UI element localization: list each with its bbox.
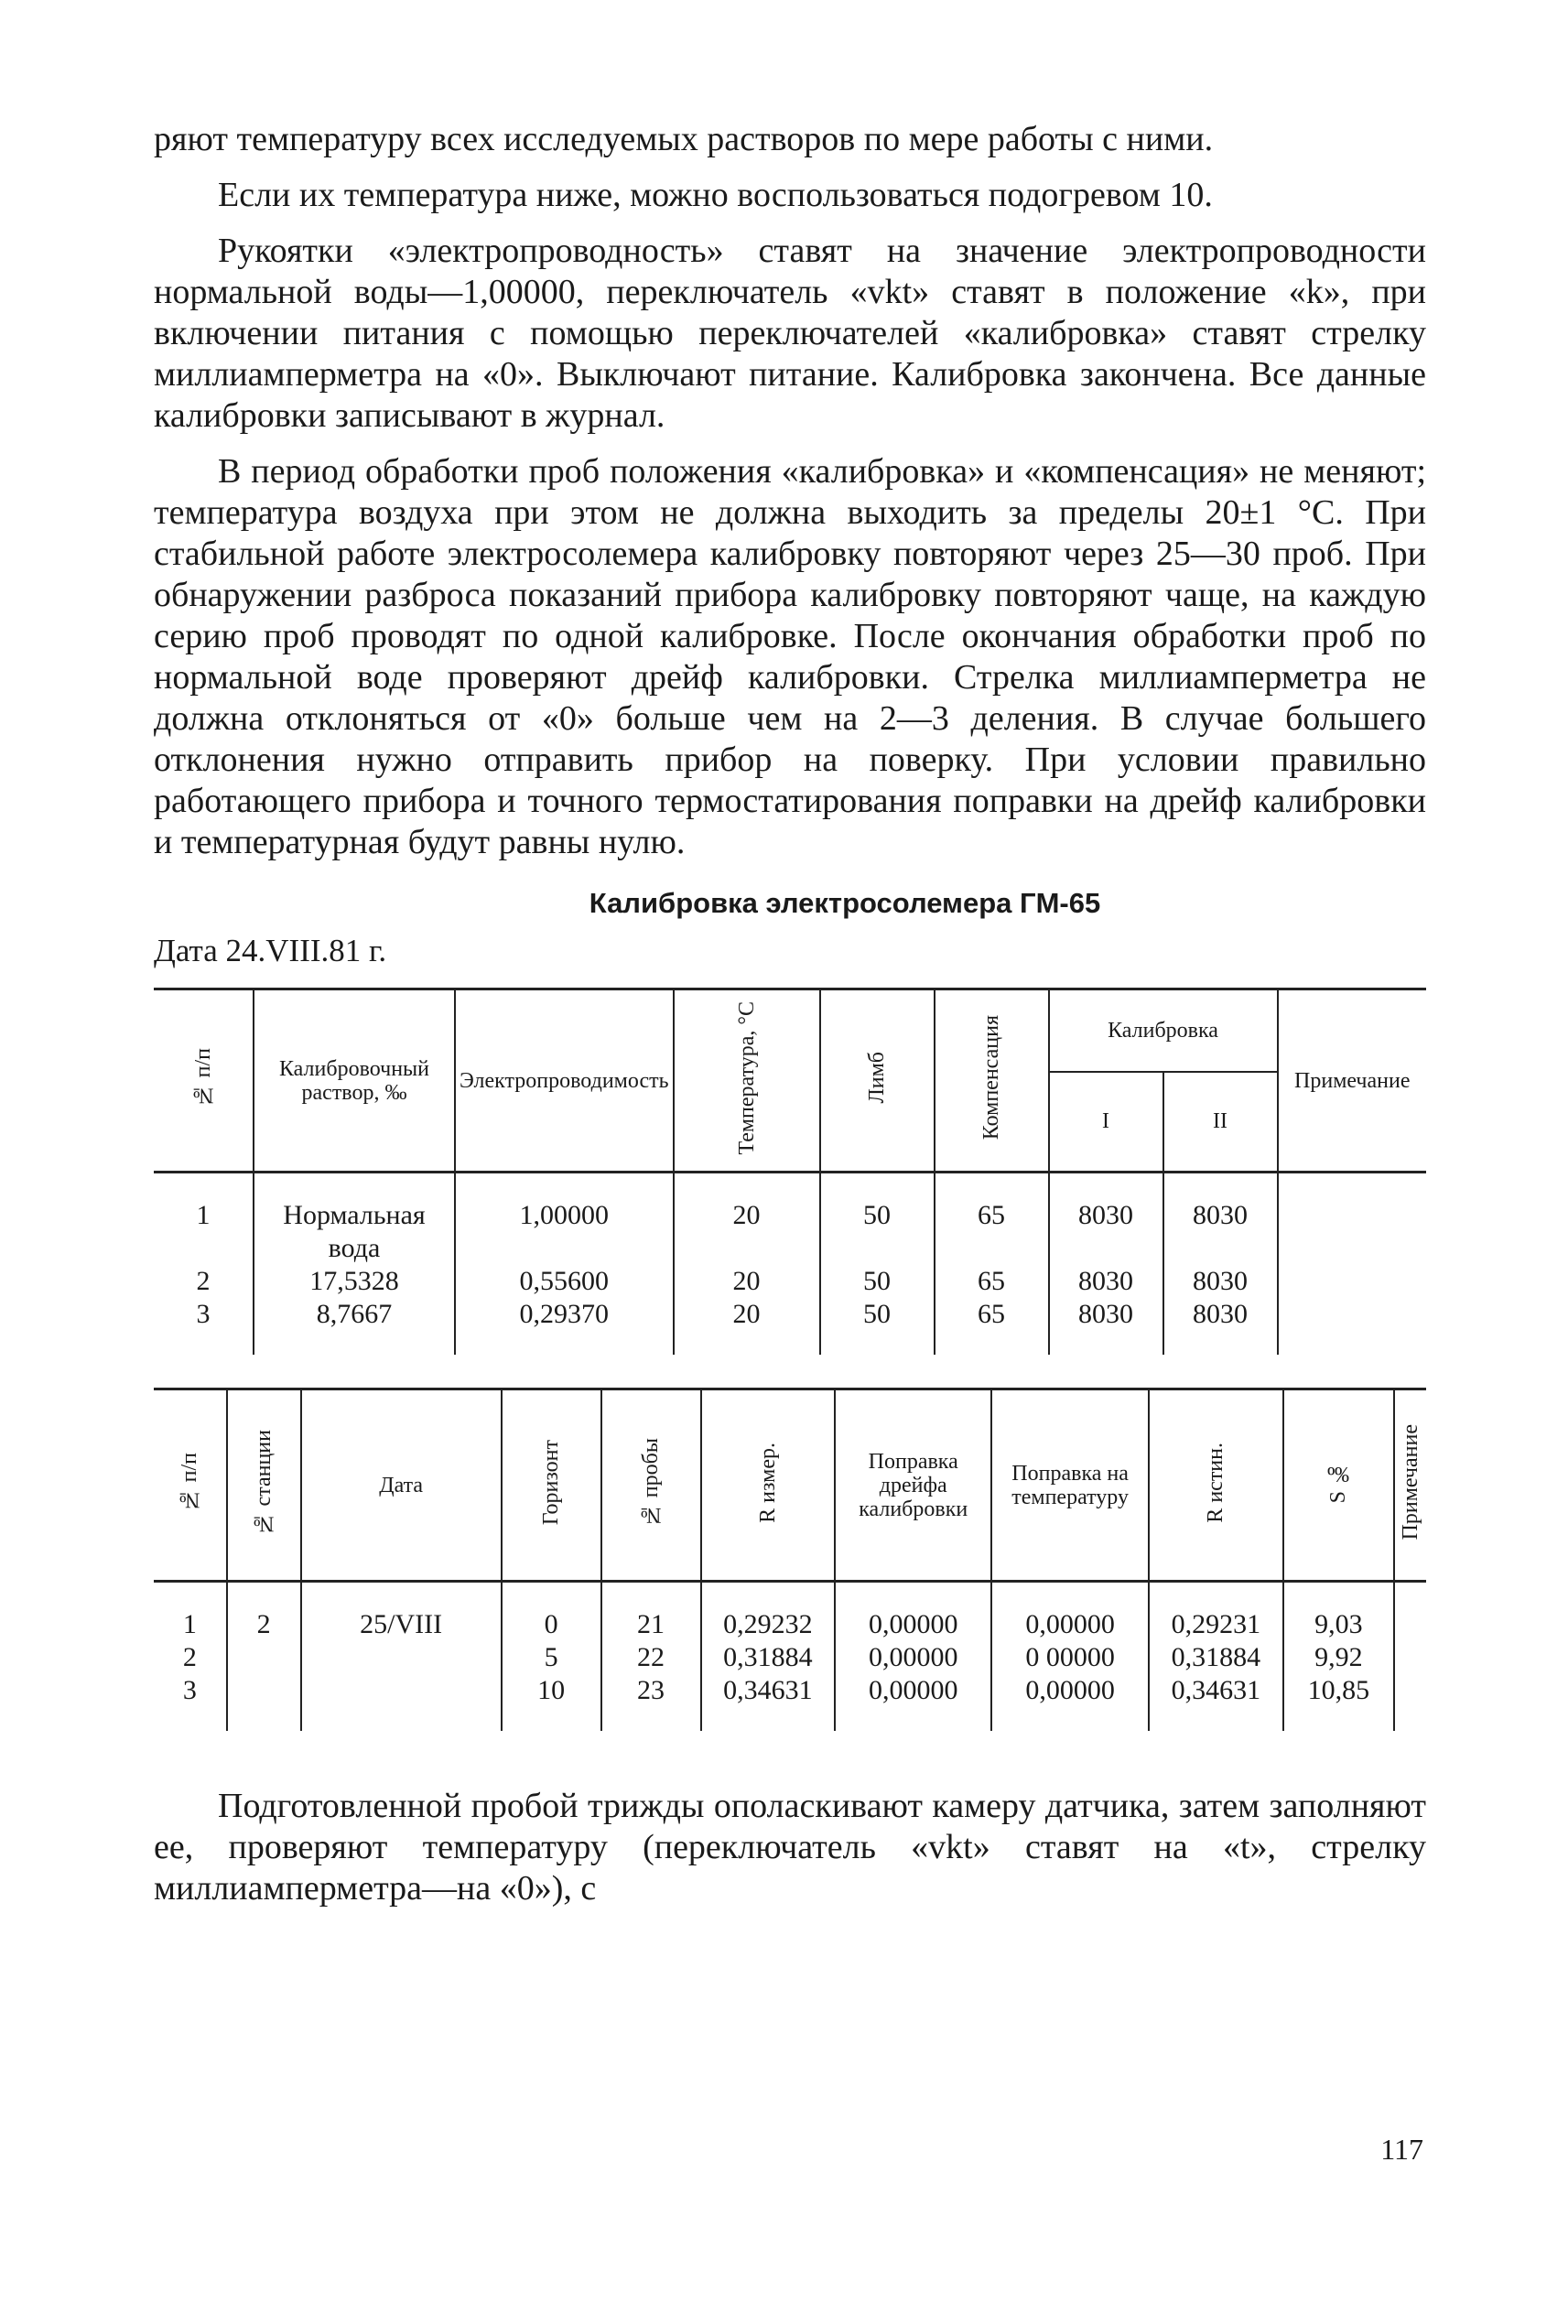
cell-station	[227, 1641, 301, 1674]
cell-note	[1278, 1173, 1426, 1266]
cell-cal-1: 8030	[1049, 1265, 1163, 1298]
cell-conductivity: 0,29370	[455, 1298, 674, 1355]
cell-note	[1394, 1674, 1426, 1731]
cell-salinity: 9,92	[1283, 1641, 1394, 1674]
calibration-table	[154, 988, 1426, 1355]
cell-temperature-correction: 0,00000	[991, 1582, 1149, 1642]
cell-date	[301, 1674, 502, 1731]
cell-temperature: 20	[674, 1298, 820, 1355]
table-row	[154, 1265, 1426, 1298]
cell-r-true: 0,34631	[1149, 1674, 1283, 1731]
col-header-salinity: S ‰	[1283, 1389, 1394, 1582]
col-header-date: Дата	[301, 1389, 502, 1582]
cell-cal-1: 8030	[1049, 1173, 1163, 1266]
cell-r-measured: 0,34631	[701, 1674, 836, 1731]
cell-limb: 50	[820, 1265, 935, 1298]
cell-date	[301, 1641, 502, 1674]
paragraph-4: В период обработки проб положения «калибровка» и «компенсация» не меняют; температура воздуха при этом не должна выходить за пределы 20±1 °С. При стабильной работе электросолемера калибровку повторяют через 25—30 проб. При обнаружении разброса показаний прибора калибровку повторяют чаще, на каждую серию проб проводят по одной калибровке. После окончания обработки проб по нормальной воде проверяют дрейф калибровки. Стрелка миллиамперметра не должна отклоняться от «0» больше чем на 2—3 деления. В случае большего отклонения нужно отправить прибор на поверку. При условии правильно работающего прибора и точного термостатирования поправки на дрейф калибровки и температурная будут равны нулю.	[154, 452, 1426, 861]
page-number: 117	[1380, 2133, 1423, 2166]
date-line: Дата 24.VIII.81 г.	[154, 933, 387, 968]
col-header-note: Примечание	[1394, 1389, 1426, 1582]
col-header-num: № п/п	[154, 989, 254, 1173]
table-caption: Калибровка электросолемера ГМ-65	[589, 887, 1101, 919]
cell-conductivity: 1,00000	[455, 1173, 674, 1266]
page	[154, 119, 1426, 1924]
paragraph-1: ряют температуру всех исследуемых растворов по мере работы с ними.	[154, 120, 1214, 158]
cell-salinity: 9,03	[1283, 1582, 1394, 1642]
cell-compensation: 65	[935, 1298, 1049, 1355]
cell-conductivity: 0,55600	[455, 1265, 674, 1298]
cell-salinity: 10,85	[1283, 1674, 1394, 1731]
cell-r-measured: 0,29232	[701, 1582, 836, 1642]
col-header-drift-correction: Поправка дрейфа калибровки	[835, 1389, 991, 1582]
col-header-temperature-correction: Поправка на температуру	[991, 1389, 1149, 1582]
cell-compensation: 65	[935, 1173, 1049, 1266]
col-header-calibration: Калибровка	[1049, 989, 1278, 1072]
table-row	[154, 1582, 1426, 1642]
cell-num: 1	[154, 1173, 254, 1266]
cell-station: 2	[227, 1582, 301, 1642]
cell-horizon: 10	[502, 1674, 601, 1731]
cell-cal-2: 8030	[1163, 1173, 1278, 1266]
cell-drift-correction: 0,00000	[835, 1582, 991, 1642]
cell-date: 25/VIII	[301, 1582, 502, 1642]
cell-note	[1394, 1582, 1426, 1642]
cell-cal-2: 8030	[1163, 1265, 1278, 1298]
cell-cal-2: 8030	[1163, 1298, 1278, 1355]
cell-station	[227, 1674, 301, 1731]
col-header-r-true: R истин.	[1149, 1389, 1283, 1582]
table-row	[154, 1173, 1426, 1266]
col-header-cal-2: II	[1163, 1072, 1278, 1173]
cell-solution: 17,5328	[254, 1265, 455, 1298]
cell-temperature-correction: 0,00000	[991, 1674, 1149, 1731]
cell-solution: 8,7667	[254, 1298, 455, 1355]
cell-num: 2	[154, 1265, 254, 1298]
cell-solution: Нормальная вода	[254, 1173, 455, 1266]
col-header-station: № станции	[227, 1389, 301, 1582]
table-row	[154, 1674, 1426, 1731]
col-header-note: Примечание	[1278, 989, 1426, 1173]
table-row	[154, 1298, 1426, 1355]
table-row	[154, 1641, 1426, 1674]
col-header-cal-1: I	[1049, 1072, 1163, 1173]
samples-table	[154, 1388, 1426, 1731]
paragraph-2: Если их температура ниже, можно воспользоваться подогревом 10.	[218, 176, 1213, 214]
cell-limb: 50	[820, 1173, 935, 1266]
col-header-solution: Калибровочный раствор, ‰	[254, 989, 455, 1173]
cell-sample: 22	[601, 1641, 701, 1674]
cell-cal-1: 8030	[1049, 1298, 1163, 1355]
col-header-conductivity: Электропроводимость	[455, 989, 674, 1173]
cell-compensation: 65	[935, 1265, 1049, 1298]
col-header-num: № п/п	[154, 1389, 227, 1582]
cell-temperature-correction: 0 00000	[991, 1641, 1149, 1674]
cell-temperature: 20	[674, 1265, 820, 1298]
cell-r-measured: 0,31884	[701, 1641, 836, 1674]
cell-num: 1	[154, 1582, 227, 1642]
col-header-limb: Лимб	[820, 989, 935, 1173]
cell-r-true: 0,31884	[1149, 1641, 1283, 1674]
cell-num: 3	[154, 1298, 254, 1355]
cell-note	[1278, 1298, 1426, 1355]
cell-drift-correction: 0,00000	[835, 1641, 991, 1674]
paragraph-closing: Подготовленной пробой трижды ополаскивают камеру датчика, затем заполняют ее, проверяют температуру (переключатель «vkt» ставят на «t», стрелку миллиамперметра—на «0»), с	[154, 1787, 1426, 1908]
cell-horizon: 0	[502, 1582, 601, 1642]
cell-drift-correction: 0,00000	[835, 1674, 991, 1731]
cell-temperature: 20	[674, 1173, 820, 1266]
cell-sample: 21	[601, 1582, 701, 1642]
cell-limb: 50	[820, 1298, 935, 1355]
cell-sample: 23	[601, 1674, 701, 1731]
col-header-horizon: Горизонт	[502, 1389, 601, 1582]
col-header-sample: № пробы	[601, 1389, 701, 1582]
cell-horizon: 5	[502, 1641, 601, 1674]
paragraph-3: Рукоятки «электропроводность» ставят на значение электропроводности нормальной воды—1,00000, переключатель «vkt» ставят в положение «k», при включении питания с помощью переключателей «калибровка» ставят стрелку миллиамперметра на «0». Выключают питание. Калибровка закончена. Все данные калибровки записывают в журнал.	[154, 232, 1426, 435]
col-header-r-measured: R измер.	[701, 1389, 836, 1582]
cell-note	[1394, 1641, 1426, 1674]
cell-num: 2	[154, 1641, 227, 1674]
cell-note	[1278, 1265, 1426, 1298]
cell-r-true: 0,29231	[1149, 1582, 1283, 1642]
col-header-compensation: Компенсация	[935, 989, 1049, 1173]
cell-num: 3	[154, 1674, 227, 1731]
col-header-temperature: Температура, °С	[674, 989, 820, 1173]
